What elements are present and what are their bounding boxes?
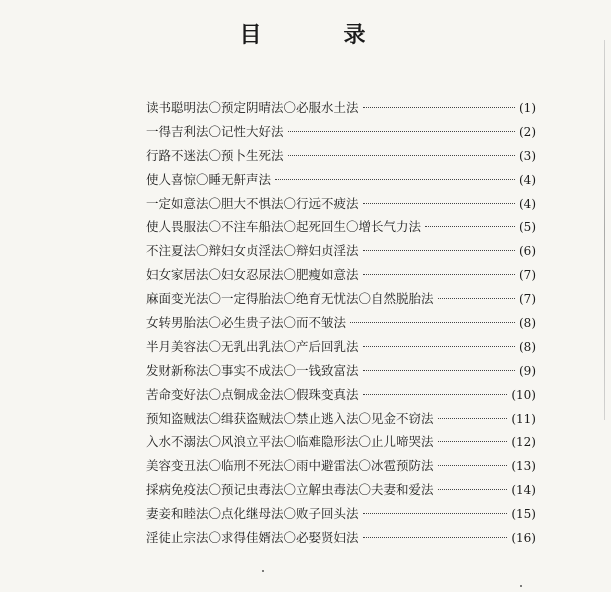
toc-entry-text: 美容变丑法〇临刑不死法〇雨中避雷法〇冰雹预防法 (146, 458, 434, 474)
toc-page-number: (6) (519, 244, 536, 259)
dot-leader (438, 418, 508, 419)
scan-edge-shadow (604, 40, 605, 420)
toc-entry-text: 预知盗贼法〇缉获盗贼法〇禁止逃入法〇见金不窃法 (146, 410, 434, 426)
toc-entry (146, 504, 536, 528)
toc-entry (146, 361, 536, 385)
dot-leader (363, 394, 508, 395)
toc-entry-text: 妻妾和睦法〇点化继母法〇败子回头法 (146, 506, 359, 522)
toc-entry (146, 337, 536, 361)
table-of-contents (146, 98, 536, 552)
dot-leader (275, 179, 515, 180)
toc-entry-text: 半月美容法〇无乳出乳法〇产后回乳法 (146, 338, 359, 354)
scan-speck (520, 585, 522, 587)
toc-page-number: (15) (511, 507, 536, 522)
dot-leader (425, 226, 515, 227)
dot-leader (363, 370, 515, 371)
toc-entry (146, 409, 536, 433)
toc-entry (146, 241, 536, 265)
toc-entry (146, 289, 536, 313)
dot-leader (288, 131, 515, 132)
toc-entry (146, 98, 536, 122)
toc-entry (146, 146, 536, 170)
toc-page-number: (10) (511, 387, 536, 402)
dot-leader (363, 203, 515, 204)
toc-page-number: (12) (511, 435, 536, 450)
page-title: 目 录 (239, 22, 396, 48)
toc-entry-text: 麻面变光法〇一定得胎法〇绝育无忧法〇自然脱胎法 (146, 291, 434, 307)
toc-entry-text: 使人畏服法〇不注车船法〇起死回生〇增长气力法 (146, 219, 422, 235)
toc-entry (146, 385, 536, 409)
toc-entry (146, 265, 536, 289)
toc-entry (146, 432, 536, 456)
toc-entry (146, 122, 536, 146)
toc-entry (146, 480, 536, 504)
dot-leader (288, 155, 515, 156)
dot-leader (363, 250, 515, 251)
toc-entry-text: 行路不迷法〇预卜生死法 (146, 147, 284, 163)
toc-entry-text: 妇女家居法〇妇女忍尿法〇肥瘦如意法 (146, 267, 359, 283)
toc-entry (146, 194, 536, 218)
dot-leader (350, 322, 515, 323)
toc-page-number: (1) (519, 101, 536, 115)
toc-page-number: (8) (519, 316, 536, 331)
toc-entry-text: 淫徒止宗法〇求得佳婿法〇必娶贤妇法 (146, 530, 359, 546)
toc-entry-text: 入水不溺法〇风浪立平法〇临难隐形法〇止儿啼哭法 (146, 434, 434, 450)
toc-page-number: (11) (511, 411, 536, 426)
toc-entry-text: 发财新称法〇事实不成法〇一钱致富法 (146, 362, 359, 378)
toc-entry-text: 採病免疫法〇预记虫毒法〇立解虫毒法〇夫妻和爱法 (146, 482, 434, 498)
dot-leader (363, 346, 515, 347)
toc-entry (146, 217, 536, 241)
toc-page-number: (7) (519, 268, 536, 283)
toc-page-number: (14) (511, 483, 536, 498)
dot-leader (438, 441, 508, 442)
toc-entry-text: 不注夏法〇辩妇女贞淫法〇辩妇贞淫法 (146, 243, 359, 259)
toc-entry (146, 313, 536, 337)
dot-leader (438, 298, 515, 299)
toc-page-number: (5) (519, 220, 536, 235)
toc-entry (146, 456, 536, 480)
toc-entry-text: 读书聪明法〇预定阴晴法〇必服水土法 (146, 100, 359, 115)
toc-page-number: (2) (519, 124, 536, 139)
dot-leader (363, 537, 508, 538)
toc-page-number: (13) (511, 459, 536, 474)
toc-entry-text: 一定如意法〇胆大不惧法〇行远不疲法 (146, 195, 359, 211)
dot-leader (363, 274, 515, 275)
toc-page-number: (4) (519, 196, 536, 211)
dot-leader (363, 107, 515, 108)
toc-page-number: (8) (519, 339, 536, 354)
toc-page-number: (3) (519, 148, 536, 163)
toc-entry (146, 528, 536, 552)
toc-page-number: (4) (519, 172, 536, 187)
dot-leader (438, 465, 508, 466)
toc-page-number: (9) (519, 363, 536, 378)
dot-leader (438, 489, 508, 490)
toc-entry (146, 170, 536, 194)
dot-leader (363, 513, 508, 514)
toc-entry-text: 使人喜惊〇睡无鼾声法 (146, 171, 272, 187)
toc-entry-text: 苦命变好法〇点铜成金法〇假珠变真法 (146, 386, 359, 402)
toc-page-number: (7) (519, 292, 536, 307)
scan-speck (262, 570, 264, 572)
toc-page-number: (16) (511, 531, 536, 546)
toc-entry-text: 一得吉利法〇记性大好法 (146, 123, 284, 139)
toc-entry-text: 女转男胎法〇必生贵子法〇而不皱法 (146, 315, 347, 331)
